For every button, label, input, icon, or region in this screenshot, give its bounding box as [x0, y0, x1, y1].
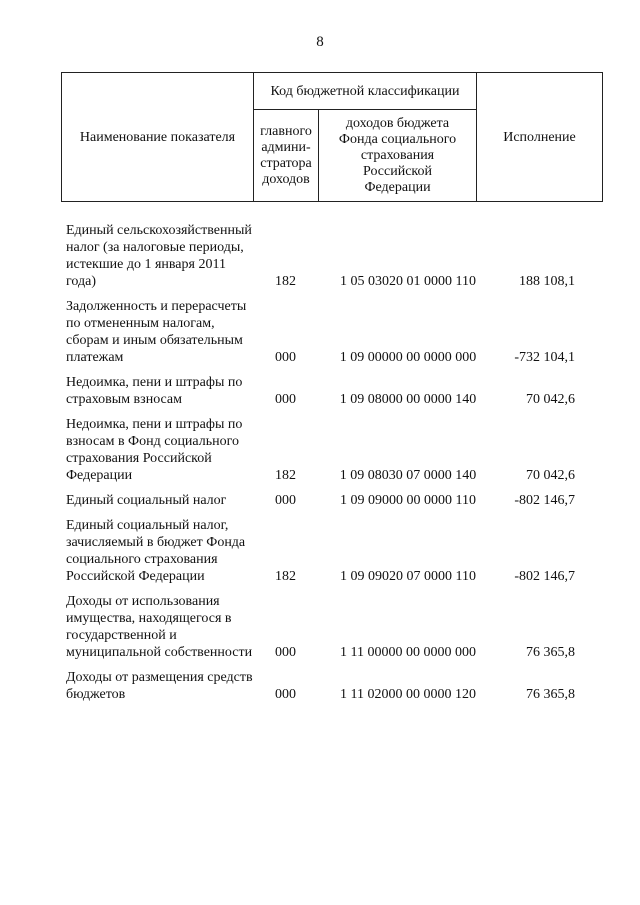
row-name: Единый сельскохозяйственный налог (за налоговые периоды, истекшие до 1 января 2011 года) [66, 223, 252, 289]
row-admin-code: 182 [275, 274, 296, 289]
table-row [61, 492, 603, 509]
header-admin [254, 110, 319, 201]
row-admin-code: 000 [275, 687, 296, 702]
header-admin-text: главного админи-стратора доходов [260, 123, 312, 187]
row-execution-value: 76 365,8 [526, 645, 575, 660]
row-name: Недоимка, пени и штрафы по страховым взносам [66, 375, 243, 407]
table-row [61, 669, 603, 703]
row-name: Доходы от размещения средств бюджетов [66, 670, 253, 702]
row-admin-code: 000 [275, 350, 296, 365]
row-classification-code: 1 11 00000 00 0000 000 [340, 645, 476, 660]
row-admin-code: 182 [275, 569, 296, 584]
row-execution-value: -802 146,7 [514, 569, 575, 584]
table-header [61, 72, 603, 202]
table-row [61, 517, 603, 585]
row-admin-code: 000 [275, 645, 296, 660]
table-row [61, 416, 603, 484]
table-body [61, 222, 603, 711]
row-admin-code: 000 [275, 392, 296, 407]
row-classification-code: 1 09 09020 07 0000 110 [340, 569, 476, 584]
row-admin-code: 000 [275, 493, 296, 508]
table-row [61, 222, 603, 290]
row-name: Недоимка, пени и штрафы по взносам в Фонд социального страхования Российской Федерации [66, 417, 243, 483]
header-execution: Исполнение [503, 129, 576, 145]
table-row [61, 374, 603, 408]
row-execution-value: -802 146,7 [514, 493, 575, 508]
page-number: 8 [316, 34, 324, 50]
row-execution-value: 70 042,6 [526, 392, 575, 407]
header-code-group: Код бюджетной классификации [254, 73, 477, 110]
row-name: Единый социальный налог, зачисляемый в бюджет Фонда социального страхования Российской Федерации [66, 518, 246, 584]
row-classification-code: 1 09 00000 00 0000 000 [339, 350, 477, 365]
table-row [61, 298, 603, 366]
row-name: Единый социальный налог [66, 493, 227, 508]
row-classification-code: 1 11 02000 00 0000 120 [340, 687, 476, 702]
header-revenue-text: доходов бюджета Фонда социального страхования Российской Федерации [338, 115, 457, 195]
row-admin-code: 182 [275, 468, 296, 483]
row-classification-code: 1 09 08000 00 0000 140 [339, 392, 477, 407]
row-name: Доходы от использования имущества, находящегося в государственной и муниципальной собственности [66, 594, 253, 660]
row-execution-value: 188 108,1 [519, 274, 575, 289]
row-execution-value: 70 042,6 [526, 468, 575, 483]
row-name: Задолженность и перерасчеты по отмененным налогам, сборам и иным обязательным платежам [66, 299, 247, 365]
row-classification-code: 1 09 08030 07 0000 140 [339, 468, 477, 483]
header-revenue [319, 110, 477, 201]
table-row [61, 593, 603, 661]
row-execution-value: -732 104,1 [514, 350, 575, 365]
row-classification-code: 1 05 03020 01 0000 110 [340, 274, 476, 289]
row-execution-value: 76 365,8 [526, 687, 575, 702]
header-name: Наименование показателя [62, 73, 254, 201]
row-classification-code: 1 09 09000 00 0000 110 [340, 493, 476, 508]
